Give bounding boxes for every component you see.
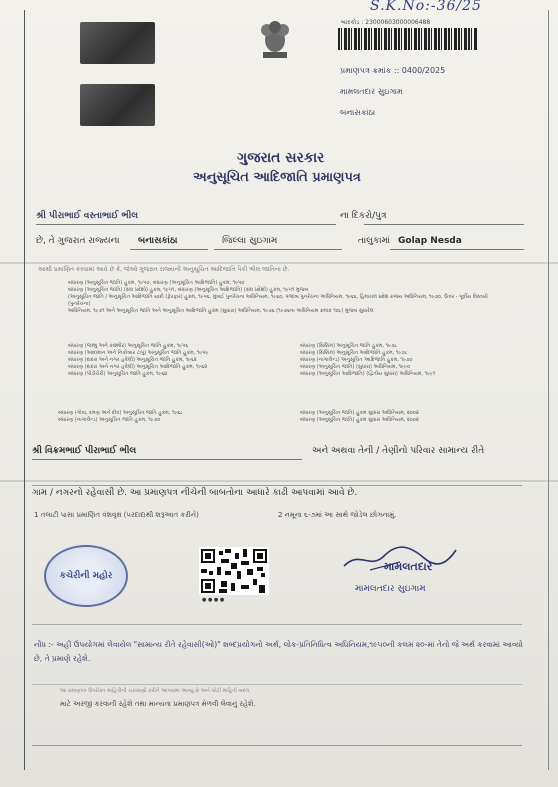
- taluka-underline: [214, 249, 342, 250]
- note-divider: [32, 624, 522, 625]
- left-margin-line: [24, 10, 25, 770]
- family-underline: [32, 459, 302, 460]
- orders-block: [68, 280, 508, 315]
- issuing-district: બનાસકાંઠા: [340, 108, 376, 117]
- orders-line: અધિનિયમ, ૧૯૭૧ અને અનુસૂચિત જાતિ અને અનુસૂચિત આદિજાતિ હુકમ (સુધારા) અધિનિયમ, ૧૯૭૬ (૧૯૭૬ના અધિનિયમ ક્રમાંક ૧૦૮) મુજબ સુધારેલ: [68, 308, 374, 314]
- bottom-line: [32, 745, 522, 746]
- holder-name: શ્રી પીરાભાઈ વસ્તાભાઈ ભીલ: [36, 211, 139, 221]
- government-title: ગુજરાત સરકાર: [237, 150, 325, 166]
- name-underline: [36, 224, 336, 225]
- orders-left-column: [68, 343, 288, 378]
- seal-text: કચેરીની મહોર: [59, 571, 113, 581]
- orders-left-line: બંધારણ (દાદરા અને નગર હવેલી) અનુસૂચિત જાતિ હુકમ, ૧૯૬૨: [68, 357, 197, 363]
- footer-line-1: આ પ્રમાણપત્ર ઉપરોક્ત માહિતીની ચકાસણી કરીને આપવામાં આવ્યું છે અને ખોટી માહિતી બદલ: [60, 688, 250, 694]
- orders-right-line: બંધારણ (અનુસૂચિત જાતિ) (સુધારા) અધિનિયમ, ૧૯૯૦: [300, 364, 410, 370]
- orders-bottom-left-line: બંધારણ (ગોવા, દમણ અને દીવ) અનુસૂચિત જાતિ હુકમ, ૧૯૬૮: [58, 410, 183, 416]
- residence-line: ગામ / નગરનો રહેવાસી છે. આ પ્રમાણપત્ર નીચેની બાબતોના આધારે કાઢી આપવામાં આવે છે.: [32, 488, 358, 498]
- district-value: બનાસકાંઠા: [138, 236, 178, 246]
- certificate-title: અનુસૂચિત આદિજાતિ પ્રમાણપત્ર: [193, 170, 361, 185]
- orders-bottom-left: [58, 410, 288, 424]
- fold-line: [0, 480, 558, 482]
- sk-number: S.K.No:-36/25: [370, 0, 482, 14]
- note-text: નોંધ :- અહીં ઉપયોગમાં લેવાયેલ "સામાન્ય રીતે રહેવાસી(ઓ)" શબ્દપ્રયોગનો અર્થ, લોક-પ્રતિનિધિત્વ અધિનિયમ,૧૯૫૦ની કલમ ૨૦-માં તેનો જે અર્થ કરવામાં આવ્યો છે, તે પ્રમાણે રહેશે.: [34, 640, 523, 663]
- barcode-label: બારકોડ : 23000603000006488: [341, 19, 431, 26]
- relation-underline: [364, 224, 524, 225]
- orders-line: (અનુસૂચિત જાતિ / અનુસૂચિત આદિજાતિ યાદી (ફેરફાર) હુકમ, ૧૯૫૬, મુંબઈ પુનર્રચના અધિનિયમ, ૧૯૬૦, પંજાબ પુનર્રચના અધિનિયમ, ૧૯૬૬, હિમાચલ પ્રદેશ રાજ્ય અધિનિયમ, ૧૯૭૦, ઉત્તર - પૂર્વીય વિસ્તારો (પુનર્રચના): [68, 294, 488, 307]
- orders-left-line: બંધારણ (પોંડીચેરી) અનુસૂચિત જાતિ હુકમ, ૧૯૬૪: [68, 371, 168, 377]
- qr-caption: ● ● ● ●: [202, 597, 225, 603]
- village-underline: [390, 249, 524, 250]
- barcode: [338, 28, 478, 50]
- footer-divider: [32, 684, 522, 685]
- applicant-photo-2: [80, 84, 155, 126]
- orders-line: બંધારણ (અનુસૂચિત જાતિ) હુકમ, ૧૯૫૦, બંધારણ (અનુસૂચિત આદિજાતિ) હુકમ, ૧૯૫૦: [68, 280, 245, 286]
- orders-line: બંધારણ (અનુસૂચિત જાતિ) (સંઘ પ્રદેશો) હુકમ, ૧૯૫૧, બંધારણ (અનુસૂચિત આદિજાતિ) (સંઘ પ્રદેશો) હુકમ, ૧૯૫૧ મુજબ: [68, 287, 309, 293]
- signatory-office: મામલતદાર સુઇગામ: [355, 584, 426, 594]
- applicant-photo: [80, 22, 155, 64]
- orders-right-column: [300, 343, 520, 378]
- residence-underline: [32, 485, 522, 486]
- basis-item-2: 2 નમૂના ૬-૭માં આ સાથે જોડેલ છોગનામું.: [278, 511, 397, 519]
- national-emblem-icon: [255, 18, 295, 60]
- orders-left-line: બંધારણ (આંદામાન અને નિકોબાર ટાપુ) અનુસૂચિત જાતિ હુકમ, ૧૯૫૯: [68, 350, 209, 356]
- orders-right-line: બંધારણ (નાગાલેન્ડ) અનુસૂચિત આદિજાતિ હુકમ, ૧૯૭૦: [300, 357, 413, 363]
- office-seal: [44, 545, 128, 607]
- orders-left-line: બંધારણ (દાદરા અને નગર હવેલી) અનુસૂચિત આદિજાતિ હુકમ, ૧૯૬૨: [68, 364, 208, 370]
- family-name: શ્રી વિક્રમભાઈ પીરાભાઈ ભીલ: [32, 446, 137, 456]
- taluka-label: તાલુકામાં: [358, 236, 391, 246]
- certificate-number: પ્રમાણપત્ર ક્રમાંક :: 0400/2025: [340, 66, 446, 75]
- footer-line-2: માટે અરજી કરવાની રહેશે તથા માન્યતા પ્રમાણપત્ર મેળવી લેવાનું રહેશે.: [60, 700, 256, 708]
- right-margin-line: [548, 10, 549, 770]
- basis-item-1: 1 તલાટી પાસા પ્રમાણિત વંશવૃક્ષ (પરદાદાથી શરૂઆત કરીને): [34, 511, 199, 519]
- village-value: Golap Nesda: [398, 236, 462, 246]
- orders-right-line: બંધારણ (સિક્કિમ) અનુસૂચિત આદિજાતિ હુકમ, ૧૯૭૮: [300, 350, 408, 356]
- orders-bottom-right-line: બંધારણ (અનુસૂચિત જાતિ) હુકમ સુધારા અધિનિયમ, ૨૦૦૨: [300, 410, 419, 416]
- relation-label: ના દિકરો/પુત્ર: [340, 211, 387, 221]
- orders-bottom-left-line: બંધારણ (નાગાલેન્ડ) અનુસૂચિત જાતિ હુકમ, ૧૯૭૦: [58, 417, 161, 423]
- signatory-title: મામલતદાર: [384, 560, 433, 573]
- district-underline: [130, 249, 208, 250]
- orders-bottom-right: [300, 410, 520, 424]
- orders-right-line: બંધારણ (અનુસૂચિત આદિજાતિ) (દ્વિતીય સુધારા) અધિનિયમ, ૧૯૯૧: [300, 371, 436, 377]
- resident-prefix: છે, તે ગુજરાત રાજ્યના: [36, 236, 120, 246]
- issuing-office: મામલતદાર સુઇગામ: [340, 87, 403, 96]
- family-text: અને અથવા તેની / તેણીનો પરિવાર સામાન્ય રીતે: [312, 446, 485, 456]
- intro-line: આથી પ્રમાણિત કરવામાં આવે છે કે, જેઓ ગુજરાત રાજ્યની અનુસૂચિત આદિજાતિ પૈકી ભીલ જાતિના છે.: [38, 266, 290, 273]
- fold-line: [0, 262, 558, 264]
- district-suffix: જિલ્લા સુઇગામ: [222, 236, 278, 246]
- orders-right-line: બંધારણ (સિક્કિમ) અનુસૂચિત જાતિ હુકમ, ૧૯૭૮: [300, 343, 398, 349]
- orders-left-line: બંધારણ (જમ્મુ અને કાશ્મીર) અનુસૂચિત જાતિ હુકમ, ૧૯૫૬: [68, 343, 189, 349]
- orders-bottom-right-line: બંધારણ (અનુસૂચિત જાતિ) હુકમ સુધારા અધિનિયમ, ૨૦૦૨: [300, 417, 419, 423]
- qr-code: [199, 547, 269, 595]
